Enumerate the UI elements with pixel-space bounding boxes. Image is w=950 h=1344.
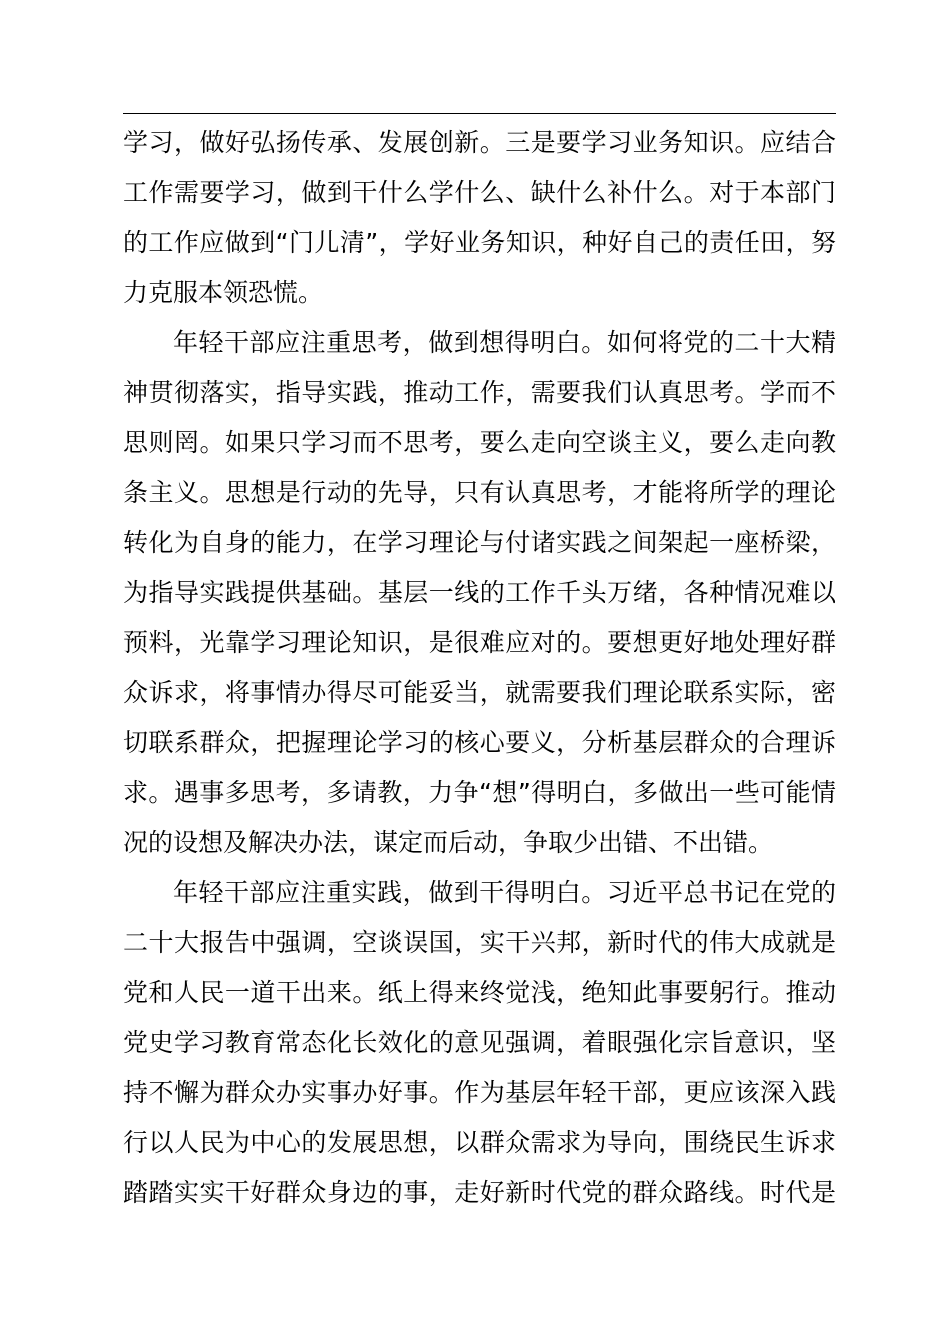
text-line: 工作需要学习，做到干什么学什么、缺什么补什么。对于本部门	[123, 178, 836, 207]
text-line: 踏踏实实干好群众身边的事，走好新时代党的群众路线。时代是	[123, 1178, 836, 1207]
text-line: 为指导实践提供基础。基层一线的工作千头万绪，各种情况难以	[123, 578, 836, 607]
paragraph-first-line: 年轻干部应注重思考，做到想得明白。如何将党的二十大精	[173, 328, 836, 357]
text-line: 切联系群众，把握理论学习的核心要义，分析基层群众的合理诉	[123, 728, 836, 757]
text-line: 行以人民为中心的发展思想，以群众需求为导向，围绕民生诉求	[123, 1128, 836, 1157]
text-line: 思则罔。如果只学习而不思考，要么走向空谈主义，要么走向教	[123, 428, 836, 457]
text-line: 学习，做好弘扬传承、发展创新。三是要学习业务知识。应结合	[123, 128, 836, 157]
text-line: 党和人民一道干出来。纸上得来终觉浅，绝知此事要躬行。推动	[123, 978, 836, 1007]
text-line: 的工作应做到“门儿清”，学好业务知识，种好自己的责任田，努	[123, 228, 836, 257]
text-line: 二十大报告中强调，空谈误国，实干兴邦，新时代的伟大成就是	[123, 928, 836, 957]
text-line: 党史学习教育常态化长效化的意见强调，着眼强化宗旨意识，坚	[123, 1028, 836, 1057]
text-line: 神贯彻落实，指导实践，推动工作，需要我们认真思考。学而不	[123, 378, 836, 407]
text-line: 况的设想及解决办法，谋定而后动，争取少出错、不出错。	[123, 828, 774, 857]
text-line: 条主义。思想是行动的先导，只有认真思考，才能将所学的理论	[123, 478, 836, 507]
text-line: 力克服本领恐慌。	[123, 278, 324, 307]
text-line: 转化为自身的能力，在学习理论与付诸实践之间架起一座桥梁，	[123, 528, 836, 557]
header-rule	[123, 113, 836, 114]
text-line: 持不懈为群众办实事办好事。作为基层年轻干部，更应该深入践	[123, 1078, 836, 1107]
text-line: 求。遇事多思考，多请教，力争“想”得明白，多做出一些可能情	[123, 778, 836, 807]
body-text	[123, 118, 836, 1218]
paragraph-first-line: 年轻干部应注重实践，做到干得明白。习近平总书记在党的	[173, 878, 836, 907]
text-line: 众诉求，将事情办得尽可能妥当，就需要我们理论联系实际，密	[123, 678, 836, 707]
text-line: 预料，光靠学习理论知识，是很难应对的。要想更好地处理好群	[123, 628, 836, 657]
